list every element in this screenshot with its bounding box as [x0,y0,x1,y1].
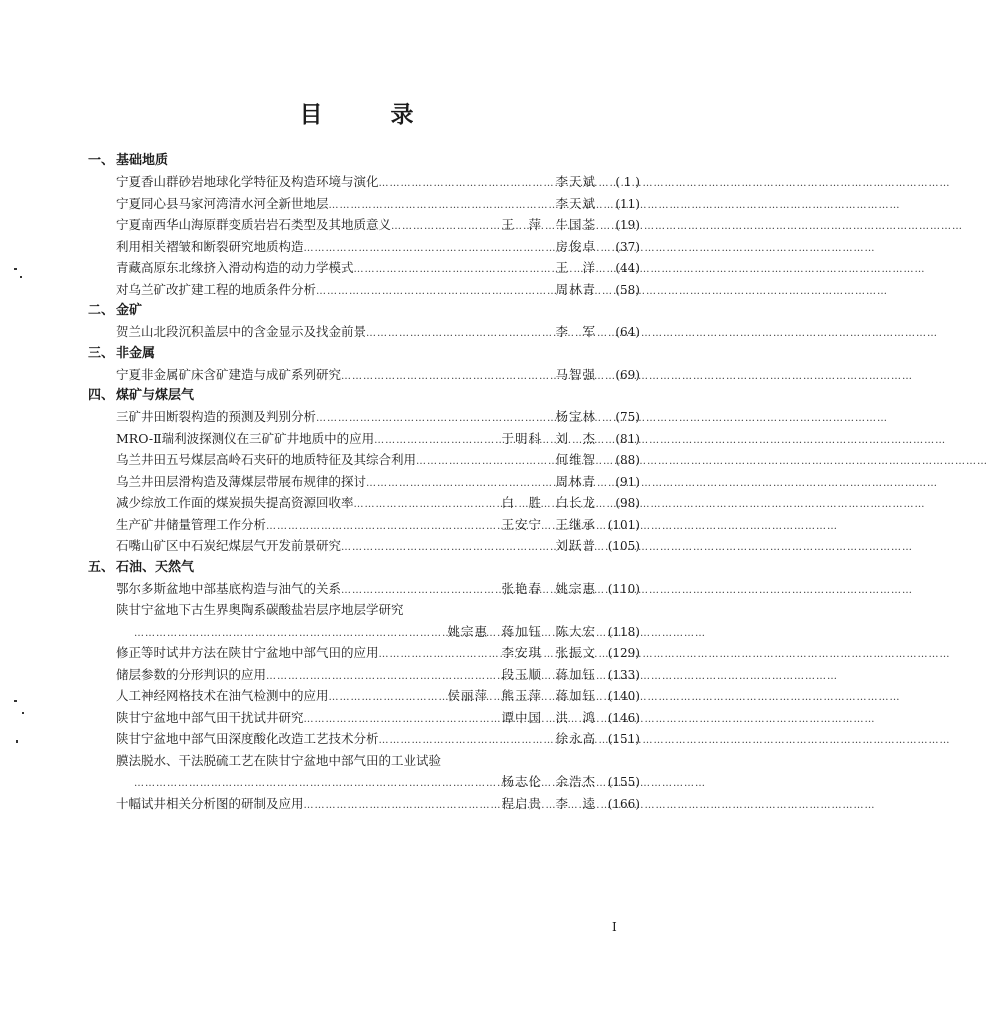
entry-title: 宁夏香山群砂岩地球化学特征及构造环境与演化 [116,174,379,189]
entry-title: 膜法脱水、干法脱硫工艺在陕甘宁盆地中部气田的工业试验 [116,752,442,768]
toc-section [88,343,640,386]
toc-entry [116,750,640,772]
section-heading [88,343,640,364]
dot-leader [134,773,495,795]
toc-entry [116,471,640,493]
entry-title: 利用相关褶皱和断裂研究地质构造 [116,238,304,254]
entry-title: MRO-Ⅱ瑞利波探测仪在三矿矿井地质中的应用 [116,430,375,446]
entry-title: 鄂尔多斯盆地中部基底构造与油气的关系 [116,580,342,596]
entry-title: 减少综放工作面的煤炭损失提高资源回收率 [116,495,354,510]
section-name: 金矿 [116,303,143,318]
dot-leader [366,323,549,345]
toc-section [88,385,640,557]
entry-title: 陕甘宁盆地中部气田干扰试井研究 [116,709,304,725]
entry-authors: 李天斌 [555,174,596,189]
entry-title: 宁夏非金属矿床含矿建造与成矿系列研究 [116,366,342,382]
section-name: 基础地质 [116,153,169,168]
toc-entry [116,642,640,664]
toc-entry [116,793,640,815]
scan-speck [16,740,18,743]
entry-authors: 刘跃普 [555,538,596,553]
section-number: 四、 [88,388,115,403]
dot-leader [341,580,495,602]
dot-leader [304,795,496,817]
entry-authors: 何维智 [555,452,596,467]
entry-page: (19) [615,218,640,232]
entry-page: (118) [607,624,640,639]
dot-leader [134,623,441,645]
entry-page: (75) [615,410,640,424]
entry-page: (129) [607,646,640,660]
toc-entry [116,193,640,215]
entry-page: (37) [615,239,640,254]
toc-entry-continuation [116,771,640,793]
dot-leader [329,687,442,709]
entry-authors: 李安琪 张振文 [501,645,596,660]
scan-speck [20,276,22,278]
dot-leader [329,195,550,217]
entry-authors: 杨志伦 余浩杰 [501,774,596,789]
toc-entry [116,214,640,236]
entry-page: (44) [615,261,640,275]
entry-authors: 王安宁 王继承 [501,516,596,532]
entry-title: 宁夏同心县马家河湾清水河全新世地层 [116,195,329,211]
dot-leader [354,494,496,516]
toc-entry [116,664,640,686]
scan-speck [14,700,17,702]
dot-leader [304,709,496,731]
entry-authors: 侯丽萍 熊玉萍 蒋加钰 [447,688,596,703]
entry-page: (91) [615,474,640,489]
toc-entry [116,492,640,514]
toc-section [88,557,640,815]
entry-authors: 于明科 刘 杰 [501,430,596,446]
section-heading [88,150,640,171]
entry-authors: 周林青 [555,473,596,489]
entry-title: 人工神经网格技术在油气检测中的应用 [116,688,329,703]
section-number: 五、 [88,559,115,575]
entry-page: (101) [607,517,640,532]
entry-title: 对乌兰矿改扩建工程的地质条件分析 [116,281,317,297]
entry-title: 陕甘宁盆地下古生界奥陶系碳酸盐岩层序地层学研究 [116,602,404,617]
dot-leader [354,259,550,281]
entry-authors: 徐永高 [555,731,596,746]
entry-authors: 李 军 [555,324,596,339]
dot-leader [379,644,496,666]
dot-leader [266,516,495,538]
entry-page: (146) [607,710,640,725]
table-of-contents [88,150,640,814]
entry-title: 宁夏南西华山海原群变质岩岩石类型及其地质意义 [116,217,392,232]
entry-title: 青藏高原东北缘挤入滑动构造的动力学模式 [116,260,354,275]
entry-page: (69) [615,367,640,382]
entry-title: 贺兰山北段沉积盖层中的含金显示及找金前景 [116,324,367,339]
scan-speck [22,712,24,714]
entry-authors: 程启贵 李 逵 [501,795,596,811]
entry-authors: 谭中国 洪 鸿 [501,709,596,725]
toc-entry [116,728,640,750]
section-number: 一、 [88,153,115,168]
entry-authors: 周林青 [555,281,596,297]
entry-page: ( 1 ) [615,175,640,189]
entry-authors: 姚宗惠 蒋加钰 陈大宏 [447,623,596,639]
section-name: 非金属 [116,345,156,361]
page-title: 目 录 [299,102,444,128]
entry-page: (11) [615,196,640,211]
dot-leader [379,173,550,195]
entry-page: (133) [607,667,640,682]
section-name: 石油、天然气 [116,559,195,575]
entry-page: (64) [615,325,640,339]
entry-title: 乌兰井田五号煤层高岭石夹矸的地质特征及其综合利用 [116,452,417,467]
toc-entry [116,171,640,193]
toc-entry [116,578,640,600]
entry-page: (58) [615,282,640,297]
entry-title: 修正等时试井方法在陕甘宁盆地中部气田的应用 [116,645,379,660]
dot-leader [416,451,549,473]
entry-title: 生产矿井储量管理工作分析 [116,516,267,532]
toc-entry [116,514,640,536]
toc-entry [116,428,640,450]
dot-leader [304,238,550,260]
toc-entry [116,321,640,343]
toc-entry [116,535,640,557]
section-name: 煤矿与煤层气 [116,388,195,403]
dot-leader [391,216,495,238]
entry-authors: 张艳春 姚宗惠 [501,580,596,596]
entry-page: (110) [607,581,640,596]
dot-leader [366,473,549,495]
entry-authors: 白 胜 白长龙 [501,495,596,510]
toc-entry [116,406,640,428]
entry-authors: 李天斌 [555,195,596,211]
dot-leader [341,537,549,559]
entry-page: (151) [607,732,640,746]
entry-authors: 杨宝林 [555,409,596,424]
entry-page: (105) [607,539,640,553]
dot-leader [341,366,549,388]
entry-page: (155) [607,775,640,789]
entry-page: (88) [615,453,640,467]
entry-page: (81) [615,431,640,446]
entry-authors: 房俊卓 [555,238,596,254]
entry-page: (140) [607,689,640,703]
scan-speck [14,268,17,270]
entry-title: 十幅试井相关分析图的研制及应用 [116,795,304,811]
dot-leader [316,408,549,430]
entry-page: (98) [615,496,640,510]
toc-entry [116,685,640,707]
entry-title: 陕甘宁盆地中部气田深度酸化改造工艺技术分析 [116,731,379,746]
entry-authors: 王 洋 [555,260,596,275]
section-heading [88,385,640,406]
toc-entry [116,279,640,301]
section-number: 二、 [88,303,115,318]
entry-title: 石嘴山矿区中石炭纪煤层气开发前景研究 [116,538,342,553]
toc-section [88,150,640,300]
toc-entry [116,707,640,729]
entry-authors: 段玉顺 蒋加钰 [501,666,596,682]
toc-entry [116,236,640,258]
toc-entry [116,257,640,279]
section-heading [88,300,640,321]
entry-title: 三矿井田断裂构造的预测及判别分析 [116,409,317,424]
toc-entry-continuation [116,621,640,643]
toc-entry [116,599,640,621]
entry-page: (166) [607,796,640,811]
entry-authors: 马智强 [555,366,596,382]
dot-leader [374,430,495,452]
dot-leader [266,666,495,688]
entry-title: 乌兰井田层滑构造及薄煤层带展布规律的探讨 [116,473,367,489]
toc-entry [116,449,640,471]
dot-leader [316,281,549,303]
section-number: 三、 [88,345,115,361]
page-number: I [612,920,617,934]
toc-section [88,300,640,343]
toc-entry [116,364,640,386]
entry-authors: 王 萍 牛国荃 [501,217,596,232]
entry-title: 储层参数的分形判识的应用 [116,666,267,682]
dot-leader [379,730,550,752]
section-heading [88,557,640,578]
